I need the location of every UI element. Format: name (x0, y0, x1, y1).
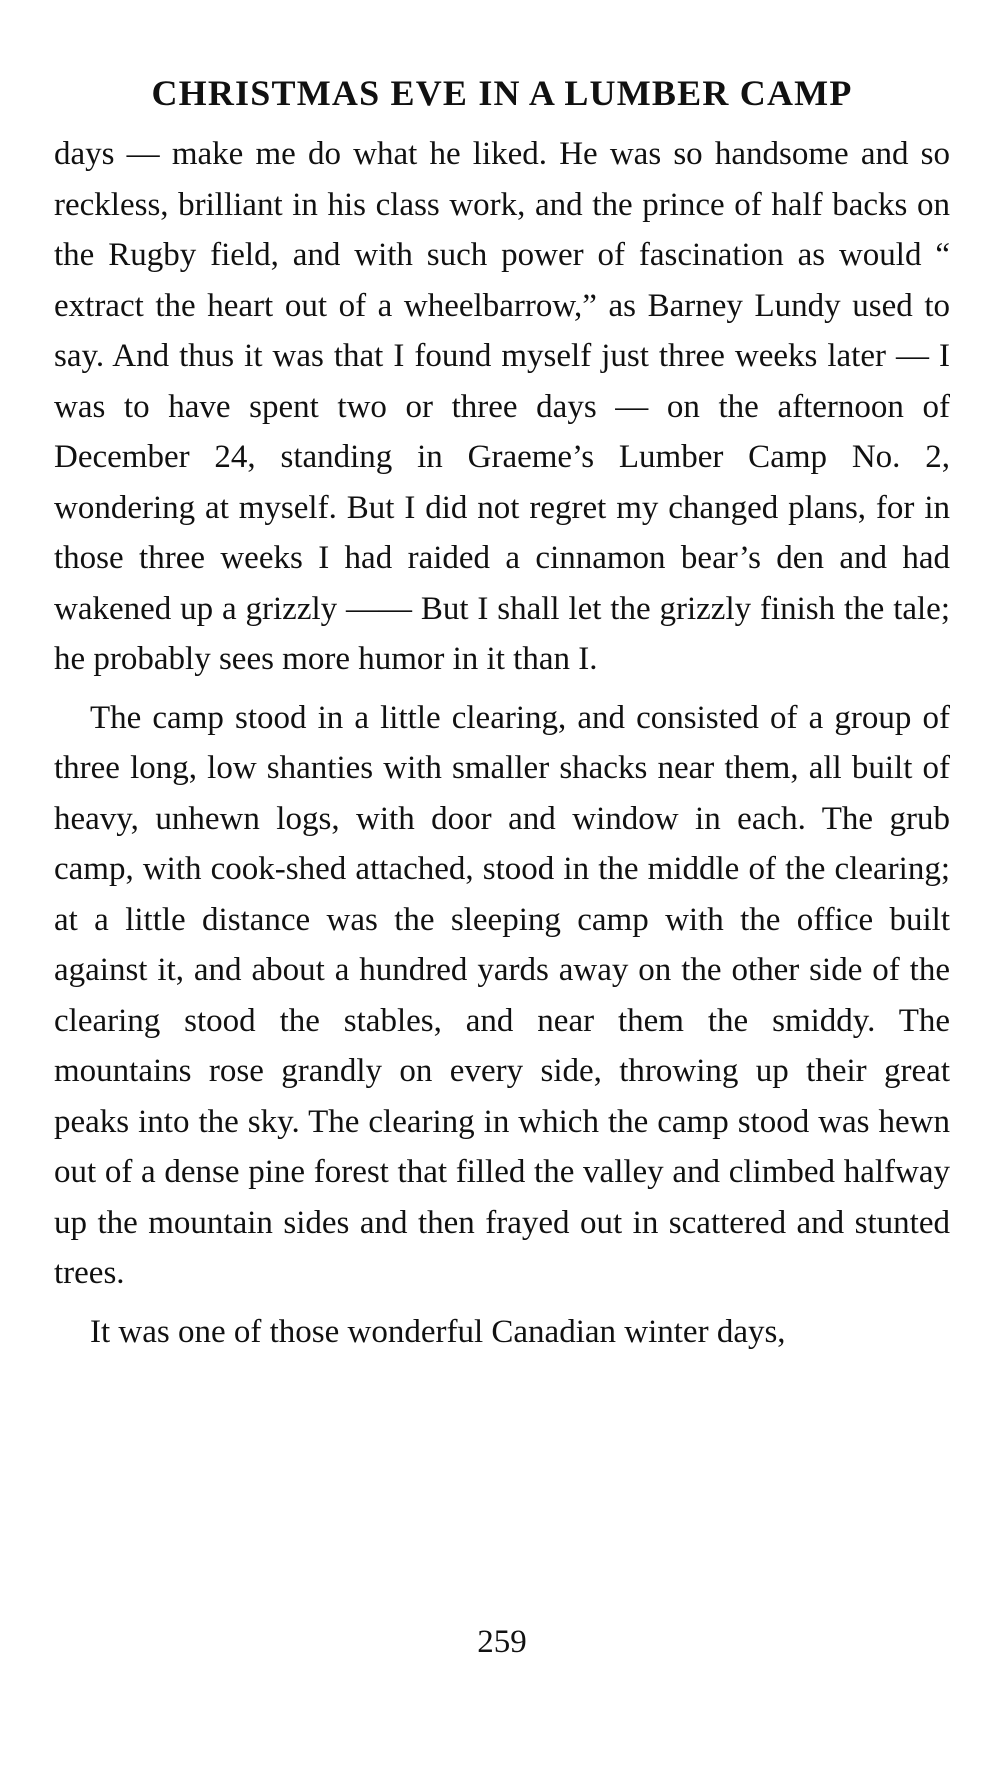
paragraph-1: days — make me do what he liked. He was so handsome and so reckless, brilliant in his class work, and the prince of half backs on the Rugby field, and with such power of fascination as would “ extract the heart out of a wheelbarrow,” as Barney Lundy used to say. And thus it was that I found myself just three weeks later — I was to have spent two or three days — on the afternoon of December 24, standing in Graeme’s Lumber Camp No. 2, wondering at myself. But I did not regret my changed plans, for in those three weeks I had raided a cinnamon bear’s den and had wakened up a grizzly —— But I shall let the grizzly finish the tale; he probably sees more humor in it than I. (54, 136, 950, 678)
paragraph-2: The camp stood in a little clearing, and consisted of a group of three long, low shanties with smaller shacks near them, all built of heavy, unhewn logs, with door and window in each. The grub camp, with cook-shed attached, stood in the middle of the clearing; at a little distance was the sleeping camp with the office built against it, and about a hundred yards away on the other side of the clearing stood the stables, and near them the smiddy. The mountains rose grandly on every side, throwing up their great peaks into the sky. The clearing in which the camp stood was hewn out of a dense pine forest that filled the valley and climbed halfway up the mountain sides and then frayed out in scattered and stunted trees. (54, 699, 950, 1292)
book-page (54, 72, 950, 1357)
paragraph-3: It was one of those wonderful Canadian winter days, (90, 1313, 786, 1350)
body-text (54, 129, 950, 1357)
page-number: 259 (477, 1624, 527, 1660)
running-head: CHRISTMAS EVE IN A LUMBER CAMP (151, 73, 853, 113)
